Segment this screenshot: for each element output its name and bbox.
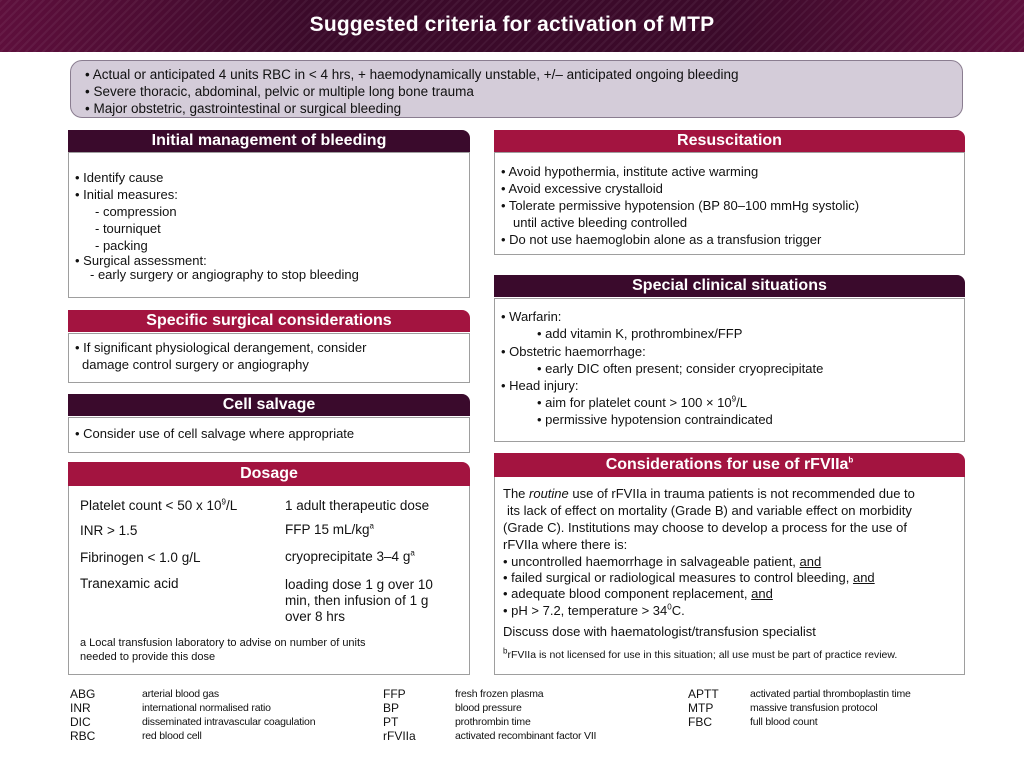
abbreviation-term: RBC: [70, 729, 96, 743]
rfviia-discuss: Discuss dose with haematologist/transfusion specialist: [503, 624, 816, 639]
title-banner: [0, 0, 1024, 52]
resuscitation-panel: [494, 152, 965, 255]
dosage-condition: Platelet count < 50 x $10^9/L$: [80, 497, 238, 513]
list-item: • Obstetric haemorrhage:: [501, 344, 646, 359]
rfviia-line: (Grade C). Institutions may choose to develop a process for the use of: [503, 520, 907, 535]
dosage-condition: Fibrinogen < 1.0 g/L: [80, 550, 201, 565]
list-item: until active bleeding controlled: [513, 215, 688, 230]
dosage-value: FFP 15 $mL/kg^a$: [285, 521, 374, 537]
abbreviation-definition: blood pressure: [455, 702, 522, 714]
surgical-considerations-header: Specific surgical considerations: [68, 310, 470, 332]
abbreviation-term: APTT: [688, 687, 719, 701]
abbreviation-term: PT: [383, 715, 399, 729]
special-situations-header: Special clinical situations: [494, 275, 965, 297]
abbreviation-term: BP: [383, 701, 400, 715]
list-item: • Initial measures:: [75, 187, 178, 202]
list-item: • adequate blood component replacement, and: [503, 586, 773, 601]
dosage-value: cryoprecipitate 3–4 $g^a$: [285, 548, 415, 564]
abbreviation-definition: disseminated intravascular coagulation: [142, 716, 316, 728]
list-item: damage control surgery or angiography: [82, 357, 309, 372]
abbreviation-definition: arterial blood gas: [142, 688, 219, 700]
dosage-header: Dosage: [68, 462, 470, 486]
resuscitation-header: Resuscitation: [494, 130, 965, 152]
list-item: • Head injury:: [501, 378, 579, 393]
abbreviation-definition: red blood cell: [142, 730, 202, 742]
abbreviation-term: FBC: [688, 715, 712, 729]
criteria-item: • Major obstetric, gastrointestinal or surgical bleeding: [85, 101, 402, 116]
abbreviation-definition: fresh frozen plasma: [455, 688, 544, 700]
rfviia-footnote: $^b$rFVIIa is not licensed for use in this situation; all use must be part of practice review.: [503, 646, 898, 661]
list-item: - early surgery or angiography to stop bleeding: [90, 267, 359, 282]
initial-management-header: Initial management of bleeding: [68, 130, 470, 152]
list-item: • Surgical assessment:: [75, 253, 207, 268]
list-item: • uncontrolled haemorrhage in salvageable patient, and: [503, 554, 822, 569]
dosage-footnote: needed to provide this dose: [80, 651, 216, 663]
rfviia-header: Considerations for use of rFVIIa$^b$: [494, 453, 965, 477]
list-item: - tourniquet: [95, 221, 161, 236]
list-item: • aim for platelet count > $100 \times 10^9/L$: [537, 394, 747, 410]
abbreviation-definition: prothrombin time: [455, 716, 531, 728]
rfviia-intro: The routine use of rFVIIa in trauma patients is not recommended due to: [503, 486, 915, 501]
list-item: • Avoid excessive crystalloid: [501, 181, 663, 196]
dosage-footnote: a Local transfusion laboratory to advise on number of units: [80, 637, 366, 649]
abbreviation-term: MTP: [688, 701, 714, 715]
abbreviation-definition: activated partial thromboplastin time: [750, 688, 911, 700]
list-item: • Warfarin:: [501, 309, 562, 324]
dosage-condition: INR > 1.5: [80, 523, 138, 538]
criteria-item: • Actual or anticipated 4 units RBC in < 4 hrs, + haemodynamically unstable, +/– anticipated ongoing bleeding: [85, 67, 739, 82]
dosage-condition: Tranexamic acid: [80, 576, 179, 591]
abbreviation-term: ABG: [70, 687, 96, 701]
cell-salvage-header: Cell salvage: [68, 394, 470, 416]
surgical-considerations-panel: [68, 333, 470, 383]
list-item: • If significant physiological derangement, consider: [75, 340, 367, 355]
initial-management-panel: [68, 152, 470, 298]
abbreviation-definition: international normalised ratio: [142, 702, 271, 714]
list-item: • pH > 7.2, temperature > $34^0C$.: [503, 602, 685, 618]
list-item: • Tolerate permissive hypotension (BP 80–100 mmHg systolic): [501, 198, 860, 213]
special-situations-panel: [494, 298, 965, 442]
page-title: Suggested criteria for activation of MTP: [309, 13, 715, 36]
cell-salvage-panel: [68, 417, 470, 453]
activation-criteria-box: [70, 60, 963, 118]
rfviia-panel: [494, 476, 965, 675]
abbreviation-definition: activated recombinant factor VII: [455, 730, 597, 742]
abbreviation-definition: massive transfusion protocol: [750, 702, 878, 714]
abbreviation-term: DIC: [70, 715, 91, 729]
abbreviation-term: INR: [70, 701, 91, 715]
list-item: • early DIC often present; consider cryoprecipitate: [537, 361, 824, 376]
list-item: • failed surgical or radiological measures to control bleeding, and: [503, 570, 875, 585]
dosage-value: loading dose 1 g over 10 min, then infusion of 1 g over 8 hrs: [285, 577, 433, 624]
rfviia-line: rFVIIa where there is:: [503, 537, 628, 552]
list-item: • Identify cause: [75, 170, 164, 185]
abbreviation-term: rFVIIa: [383, 729, 416, 743]
list-item: • Do not use haemoglobin alone as a transfusion trigger: [501, 232, 822, 247]
list-item: • permissive hypotension contraindicated: [537, 412, 773, 427]
criteria-item: • Severe thoracic, abdominal, pelvic or multiple long bone trauma: [85, 84, 474, 99]
list-item: • Avoid hypothermia, institute active warming: [501, 164, 759, 179]
list-item: • Consider use of cell salvage where appropriate: [75, 426, 355, 441]
list-item: - compression: [95, 204, 177, 219]
abbreviation-term: FFP: [383, 687, 406, 701]
dosage-value: 1 adult therapeutic dose: [285, 498, 430, 513]
rfviia-line: its lack of effect on mortality (Grade B) and variable effect on morbidity: [507, 503, 912, 518]
list-item: • add vitamin K, prothrombinex/FFP: [537, 326, 743, 341]
abbreviation-definition: full blood count: [750, 716, 818, 728]
list-item: - packing: [95, 238, 148, 253]
